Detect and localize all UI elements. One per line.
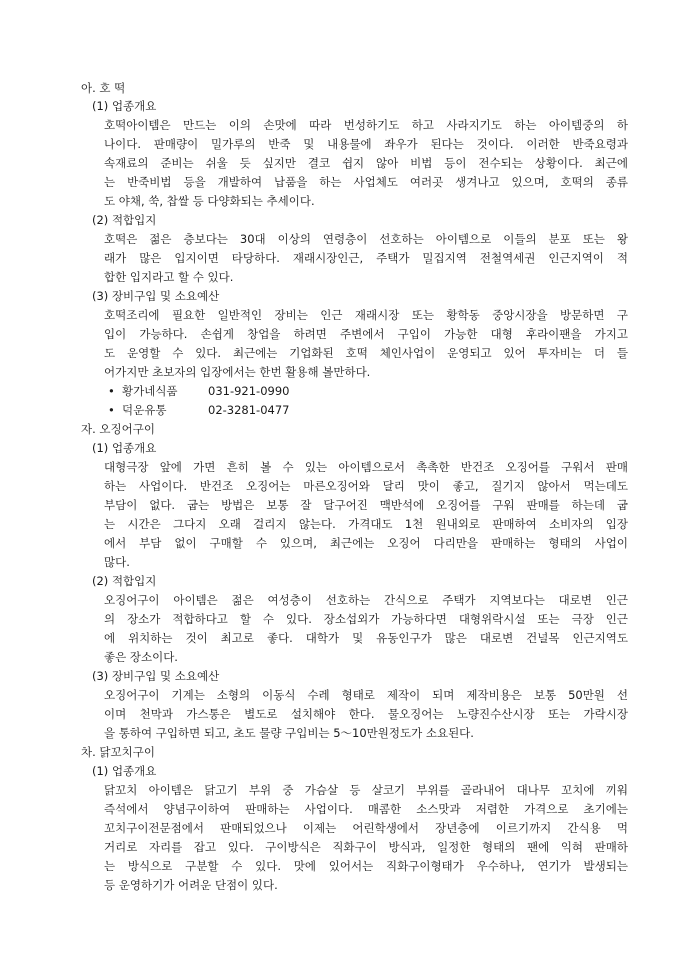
paragraph-line: 등 운영하기가 어려운 단점이 있다. [104,878,278,892]
paragraph-line: 호떡조리에 필요한 일반적인 장비는 인근 재래시장 또는 황학동 중앙시장을 방문하면 구 [104,308,628,322]
paragraph-line: 어가지만 초보자의 입장에서는 한번 활용해 볼만하다. [104,365,371,379]
paragraph-line: 는 반죽비법 등을 개발하여 납품을 하는 사업체도 여러곳 생겨나고 있으며, 호떡의 종류 [104,175,628,189]
paragraph-line: 하는 사업이다. 반건조 오징어는 마른오징어와 달리 맛이 좋고, 질기지 않아서 먹는데도 [104,479,628,493]
paragraph-line: 부담이 없다. 굽는 방법은 보통 잘 달구어진 맥반석에 오징어를 구워 판매를 하는데 굽 [104,498,628,512]
subsection-heading: (1) 업종개요 [92,764,157,778]
paragraph-line: 호떡은 젊은 층보다는 30대 이상의 연령층이 선호하는 아이템으로 이들의 분포 또는 왕 [104,232,628,246]
paragraph-line: 에서 부담 없이 구매할 수 있으며, 최근에는 오징어 다리만을 판매하는 형태의 사업이 [104,536,628,550]
paragraph-line: 도 운영할 수 있다. 최근에는 기업화된 호떡 체인사업이 운영되고 있어 투자비는 더 들 [104,346,628,360]
paragraph-line: 꼬치구이전문점에서 판매되었으나 이제는 어린학생에서 장년층에 이르기까지 간식용 먹 [104,821,628,835]
paragraph-line: 이며 천막과 가스통은 별도로 설치해야 한다. 물오징어는 노량진수산시장 또는 가락시장 [104,707,628,721]
paragraph-line: 나이다. 판매량이 밀가루의 반죽 및 내용물에 좌우가 된다는 것이다. 이러한 반죽요령과 [104,137,628,151]
contact-name: 황가네식품 [122,384,178,398]
section-heading: 아. 호 떡 [81,81,126,95]
subsection-heading: (2) 적합입지 [92,213,157,227]
paragraph-line: 대형극장 앞에 가면 흔히 볼 수 있는 아이템으로서 촉촉한 반건조 오징어를 구워서 판매 [104,460,628,474]
paragraph-line: 많다. [104,555,130,569]
contact-phone: 031-921-0990 [208,384,290,398]
paragraph-line: 합한 입지라고 할 수 있다. [104,270,234,284]
paragraph-line: 오징어구이 기계는 소형의 이동식 수레 형태로 제작이 되며 제작비용은 보통 50만원 선 [104,688,628,702]
paragraph-line: 래가 많은 입지이면 타당하다. 재래시장인근, 주택가 밀집지역 전철역세권 인근지역이 적 [104,251,628,265]
paragraph-line: 닭꼬치 아이템은 닭고기 부위 중 가슴살 등 살코기 부위를 골라내어 대나무 꼬치에 끼워 [104,783,628,797]
contact-list-item [108,382,289,400]
subsection-heading: (3) 장비구입 및 소요예산 [92,669,220,683]
contact-name: 덕운유통 [122,403,167,417]
bullet-icon: • [108,384,115,398]
paragraph-line: 는 시간은 그다지 오래 걸리지 않는다. 가격대도 1천 원내외로 판매하여 소비자의 입장 [104,517,628,531]
paragraph-line: 좋은 장소이다. [104,650,178,664]
bullet-icon: • [108,403,115,417]
section-heading: 자. 오징어구이 [81,422,155,436]
paragraph-line: 는 방식으로 구분할 수 있다. 맛에 있어서는 직화구이형태가 우수하나, 연기가 발생되는 [104,859,628,873]
paragraph-line: 즉석에서 양념구이하여 판매하는 사업이다. 매콤한 소스맛과 저렴한 가격으로 초기에는 [104,802,628,816]
subsection-heading: (2) 적합입지 [92,574,157,588]
subsection-heading: (3) 장비구입 및 소요예산 [92,289,220,303]
subsection-heading: (1) 업종개요 [92,99,157,113]
contact-list-item [108,401,289,419]
paragraph-line: 의 장소가 적합하다고 할 수 있다. 장소섭외가 가능하다면 대형위락시설 또는 극장 인근 [104,612,628,626]
paragraph-line: 에 위치하는 것이 최고로 좋다. 대학가 및 유동인구가 많은 대로변 건널목 인근지역도 [104,631,628,645]
paragraph-line: 거리로 자리를 잡고 있다. 구이방식은 직화구이 방식과, 일정한 형태의 팬에 익혀 판매하 [104,840,628,854]
paragraph-line: 을 통하여 구입하면 되고, 초도 물량 구입비는 5～10만원정도가 소요된다. [104,726,474,740]
section-heading: 차. 닭꼬치구이 [81,745,155,759]
paragraph-line: 도 야채, 쑥, 찹쌀 등 다양화되는 추세이다. [104,194,315,208]
subsection-heading: (1) 업종개요 [92,441,157,455]
contact-phone: 02-3281-0477 [208,403,290,417]
paragraph-line: 오징어구이 아이템은 젊은 여성층이 선호하는 간식으로 주택가 지역보다는 대로변 인근 [104,593,628,607]
paragraph-line: 속재료의 준비는 쉬울 듯 싶지만 결코 쉽지 않아 비법 등이 전수되는 상황이다. 최근에 [104,156,628,170]
paragraph-line: 입이 가능하다. 손쉽게 창업을 하려면 주변에서 구입이 가능한 대형 후라이팬을 가지고 [104,327,628,341]
paragraph-line: 호떡아이템은 만드는 이의 손맛에 따라 번성하기도 하고 사라지기도 하는 아이템중의 하 [104,118,628,132]
